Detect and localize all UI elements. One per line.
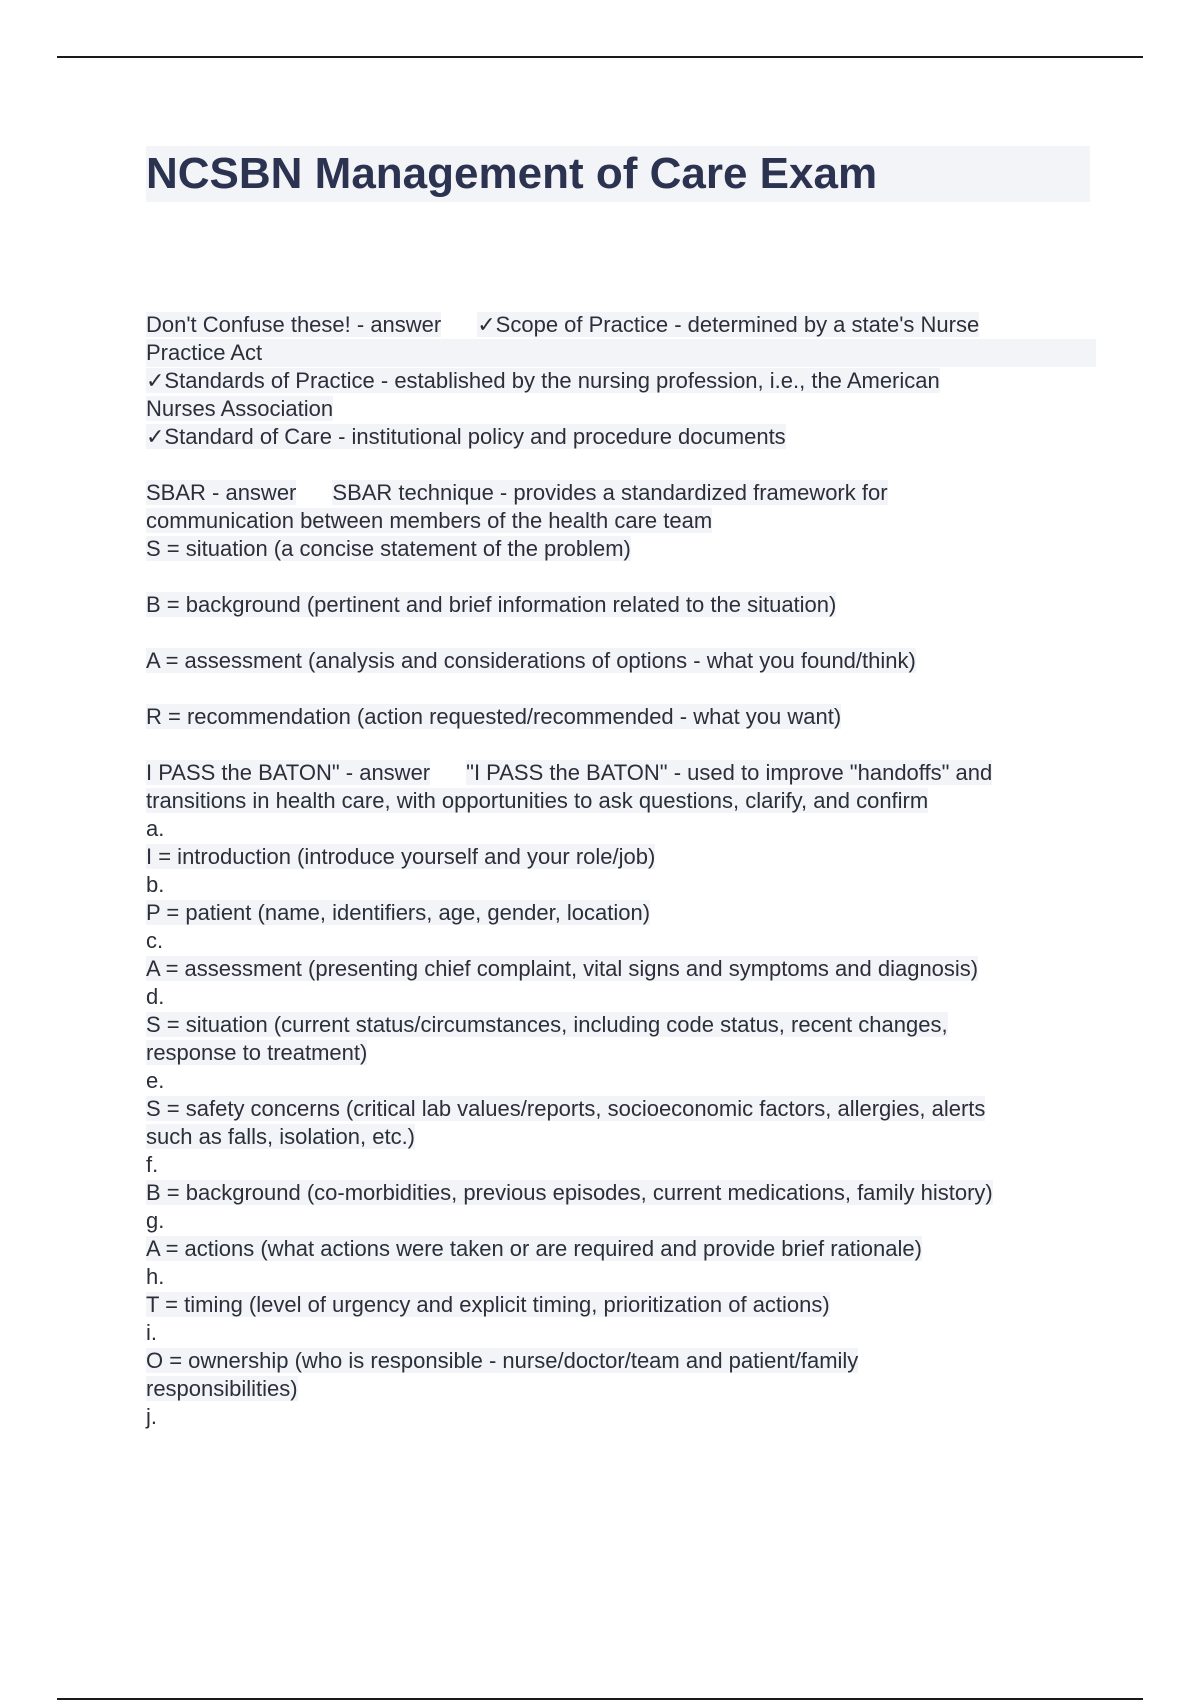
answer-line: Practice Act bbox=[146, 339, 1096, 367]
question-text: Don't Confuse these! - answer bbox=[146, 312, 442, 337]
answer-line: ✓Scope of Practice - determined by a state's Nurse bbox=[477, 312, 980, 337]
list-item: A = assessment (presenting chief complaint, vital signs and symptoms and diagnosis) bbox=[146, 956, 979, 981]
page-title: NCSBN Management of Care Exam bbox=[146, 146, 1090, 202]
answer-paragraph: A = assessment (analysis and considerations of options - what you found/think) bbox=[146, 648, 916, 673]
list-letter: b. bbox=[146, 872, 165, 897]
answer-line: ✓Standards of Practice - established by the nursing profession, i.e., the American bbox=[146, 368, 940, 393]
list-item: such as falls, isolation, etc.) bbox=[146, 1124, 416, 1149]
answer-line: Nurses Association bbox=[146, 396, 334, 421]
list-letter: j. bbox=[146, 1404, 157, 1429]
answer-paragraph: B = background (pertinent and brief information related to the situation) bbox=[146, 592, 837, 617]
document-body bbox=[146, 311, 1096, 1431]
answer-line: transitions in health care, with opportunities to ask questions, clarify, and confirm bbox=[146, 788, 929, 813]
answer-line: ✓Standard of Care - institutional policy and procedure documents bbox=[146, 424, 786, 449]
list-letter: d. bbox=[146, 984, 165, 1009]
list-letter: c. bbox=[146, 928, 164, 953]
list-letter: e. bbox=[146, 1068, 165, 1093]
list-item: A = actions (what actions were taken or are required and provide brief rationale) bbox=[146, 1236, 922, 1261]
answer-line: SBAR technique - provides a standardized framework for bbox=[332, 480, 888, 505]
list-item: O = ownership (who is responsible - nurse/doctor/team and patient/family bbox=[146, 1348, 859, 1373]
list-item: P = patient (name, identifiers, age, gender, location) bbox=[146, 900, 651, 925]
question-text: I PASS the BATON" - answer bbox=[146, 760, 431, 785]
list-item: responsibilities) bbox=[146, 1376, 298, 1401]
flashcard-sbar bbox=[146, 479, 1096, 731]
top-rule bbox=[57, 56, 1143, 58]
list-letter: f. bbox=[146, 1152, 159, 1177]
list-item: I = introduction (introduce yourself and your role/job) bbox=[146, 844, 656, 869]
answer-line: "I PASS the BATON" - used to improve "handoffs" and bbox=[466, 760, 993, 785]
list-letter: a. bbox=[146, 816, 165, 841]
flashcard-i-pass-the-baton bbox=[146, 759, 1096, 1431]
question-text: SBAR - answer bbox=[146, 480, 297, 505]
list-item: S = safety concerns (critical lab values/reports, socioeconomic factors, allergies, alerts bbox=[146, 1096, 986, 1121]
list-item: response to treatment) bbox=[146, 1040, 368, 1065]
answer-line: communication between members of the health care team bbox=[146, 508, 713, 533]
answer-paragraph: R = recommendation (action requested/recommended - what you want) bbox=[146, 704, 842, 729]
list-letter: h. bbox=[146, 1264, 165, 1289]
list-letter: i. bbox=[146, 1320, 157, 1345]
answer-line: S = situation (a concise statement of the problem) bbox=[146, 536, 631, 561]
list-letter: g. bbox=[146, 1208, 165, 1233]
list-item: T = timing (level of urgency and explicit timing, prioritization of actions) bbox=[146, 1292, 830, 1317]
list-item: B = background (co-morbidities, previous episodes, current medications, family history) bbox=[146, 1180, 993, 1205]
flashcard-dont-confuse bbox=[146, 311, 1096, 451]
list-item: S = situation (current status/circumstances, including code status, recent changes, bbox=[146, 1012, 948, 1037]
